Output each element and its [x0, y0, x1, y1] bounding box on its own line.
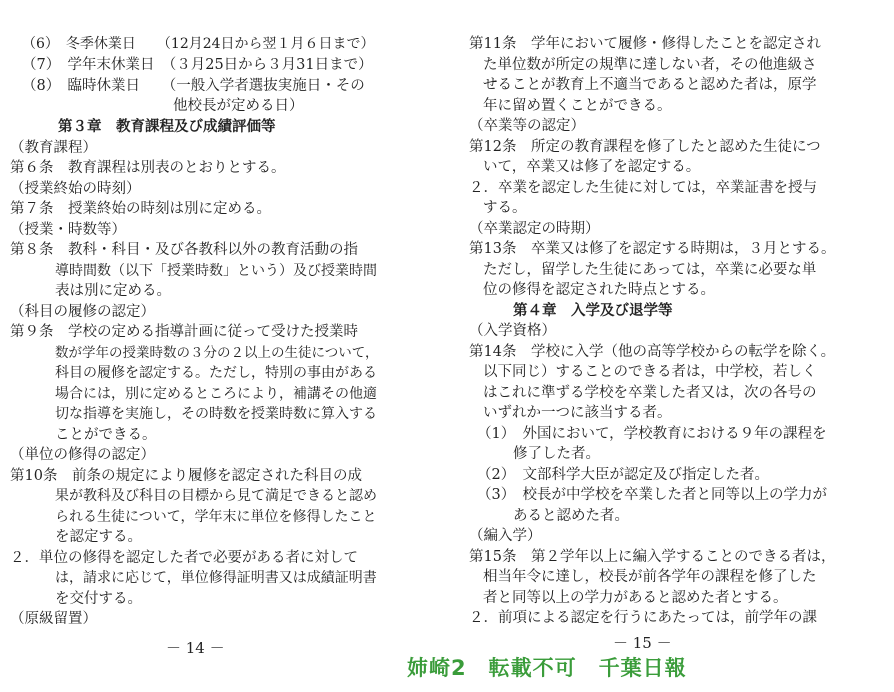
page-number-left: － 14 －	[166, 639, 225, 657]
text-line: （科目の履修の認定）	[10, 304, 155, 320]
text-line: （1） 外国において，学校教育における９年の課程を	[477, 426, 827, 442]
text-line: あると認めた者。	[513, 508, 629, 524]
text-line: 第７条 授業終始の時刻は別に定める。	[10, 201, 271, 217]
text-line: 場合には，別に定めるところにより，補講その他適	[55, 386, 377, 402]
text-line: はこれに準ずる学校を卒業した者又は，次の各号の	[483, 385, 817, 401]
text-line: 表は別に定める。	[55, 283, 171, 299]
text-line: ２．前項による認定を行うにあたっては，前学年の課	[469, 610, 817, 626]
text-line: いて，卒業又は修了を認定する。	[483, 159, 701, 175]
text-line: せることが教育上不適当であると認めた者は，原学	[483, 77, 817, 93]
text-line: （6） 冬季休業日 （12月24日から翌１月６日まで）	[22, 36, 375, 52]
text-line: は，請求に応じて，単位修得証明書又は成績証明書	[55, 570, 377, 586]
text-line: （8） 臨時休業日 （一般入学者選抜実施日・その	[22, 78, 365, 94]
chapter-heading: 第３章 教育課程及び成績評価等	[58, 118, 276, 135]
text-line: 第15条 第２学年以上に編入学することのできる者は，	[469, 549, 836, 565]
text-line: 数が学年の授業時数の３分の２以上の生徒について，	[55, 345, 379, 361]
text-line: られる生徒について，学年末に単位を修得したこと	[55, 509, 377, 525]
text-line: ２．卒業を認定した生徒に対しては，卒業証書を授与	[469, 180, 817, 196]
text-line: （編入学）	[469, 528, 542, 544]
text-line: 第９条 学校の定める指導計画に従って受けた授業時	[10, 324, 358, 340]
text-line: ２．単位の修得を認定した者で必要がある者に対して	[10, 550, 358, 566]
text-line: 修了した者。	[513, 446, 600, 462]
text-line: （入学資格）	[469, 323, 556, 339]
text-line: （3） 校長が中学校を卒業した者と同等以上の学力が	[477, 487, 827, 503]
text-line: （授業・時数等）	[10, 222, 126, 238]
text-line: 第10条 前条の規定により履修を認定された科目の成	[10, 468, 362, 484]
text-line: する。	[483, 200, 527, 216]
text-line: 他校長が定める日）	[173, 98, 304, 114]
text-line: （2） 文部科学大臣が認定及び指定した者。	[477, 467, 769, 483]
right-page	[447, 0, 894, 692]
text-line: 果が教科及び科目の目標から見て満足できると認め	[55, 488, 377, 504]
chapter-heading: 第４章 入学及び退学等	[513, 302, 673, 319]
text-line: を認定する。	[55, 529, 142, 545]
text-line: （単位の修得の認定）	[10, 447, 155, 463]
text-line: （教育課程）	[10, 140, 97, 156]
text-line: 第８条 教科・科目・及び各教科以外の教育活動の指	[10, 242, 358, 258]
text-line: 第13条 卒業又は修了を認定する時期は，３月とする。	[469, 241, 836, 257]
page-number-right: － 15 －	[613, 634, 672, 652]
text-line: を交付する。	[55, 591, 142, 607]
text-line: （授業終始の時刻）	[10, 181, 141, 197]
text-line: 切な指導を実施し，その時数を授業時数に算入する	[55, 406, 377, 422]
text-line: いずれか一つに該当する者。	[483, 405, 672, 421]
text-line: た単位数が所定の規準に達しない者，その他進級さ	[483, 57, 817, 73]
text-line: 第12条 所定の教育課程を修了したと認めた生徒につ	[469, 139, 821, 155]
text-line: 科目の履修を認定する。ただし，特別の事由がある	[55, 365, 377, 381]
text-line: 第11条 学年において履修・修得したことを認定され	[469, 36, 821, 52]
watermark-text: 姉崎2 転載不可 千葉日報	[407, 656, 687, 680]
text-line: 年に留め置くことができる。	[483, 98, 672, 114]
text-line: （7） 学年末休業日 （３月25日から３月31日まで）	[22, 57, 373, 73]
text-line: ことができる。	[55, 427, 157, 443]
text-line: 位の修得を認定された時点とする。	[483, 282, 715, 298]
text-line: 導時間数（以下「授業時数」という）及び授業時間	[55, 263, 377, 279]
text-line: 相当年令に達し，校長が前各学年の課程を修了した	[483, 569, 817, 585]
text-line: 第６条 教育課程は別表のとおりとする。	[10, 160, 286, 176]
text-line: 第14条 学校に入学（他の高等学校からの転学を除く。	[469, 344, 836, 360]
text-line: 以下同じ）することのできる者は，中学校，若しく	[483, 364, 817, 380]
text-line: （卒業等の認定）	[469, 118, 585, 134]
text-line: （原級留置）	[10, 611, 97, 627]
text-line: 者と同等以上の学力があると認めた者とする。	[483, 590, 788, 606]
text-line: ただし，留学した生徒にあっては，卒業に必要な単	[483, 262, 817, 278]
text-line: （卒業認定の時期）	[469, 221, 600, 237]
